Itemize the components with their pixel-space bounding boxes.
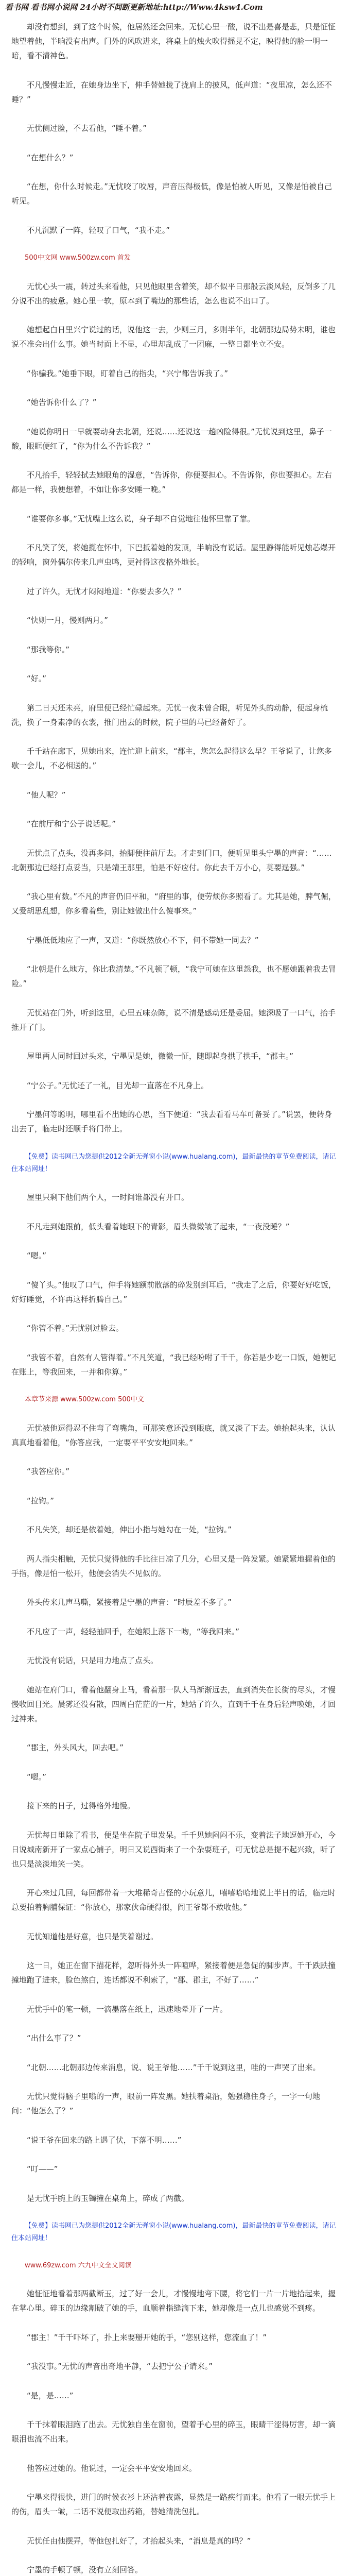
story-paragraph: 无忧心头一震，转过头来看他，只见他眼里含着笑，却不似平日那般云淡风轻，反倒多了几分说不出的疲惫。她心里一软，原本到了嘴边的那些话，怎么也说不出口了。 xyxy=(11,281,336,306)
story-paragraph: “嗯。” xyxy=(27,1251,47,1260)
story-paragraph: 却没有想到，到了这个时候，他居然还会回来。无忧心里一酸，说不出是喜是悲，只是怔怔地望着他，半晌没有出声。门外的风吹进来，将桌上的烛火吹得摇晃不定，映得他的脸一明一暗，看不清神色。 xyxy=(11,22,336,60)
story-paragraph: 她站在府门口，看着他翻身上马，看着那一队人马渐渐远去，直到消失在长街的尽头，才慢慢收回目光。晨雾还没有散，四周白茫茫的一片，她站了许久，直到千千在身后轻声唤她，才回过神来。 xyxy=(11,1685,336,1723)
story-paragraph: 无忧知道他是好意，也只是笑着谢过。 xyxy=(27,1931,159,1941)
story-paragraph: 接下来的日子，过得格外地慢。 xyxy=(27,1801,135,1810)
story-paragraph: 不凡沉默了一阵，轻叹了口气，“我不走。” xyxy=(27,225,170,235)
story-paragraph: 他答应过她的。他说过，一定会平平安安地回来。 xyxy=(27,2463,197,2473)
story-paragraph: “郡主，外头风大，回去吧。” xyxy=(27,1743,124,1752)
story-paragraph: “拉钩。” xyxy=(27,1496,55,1505)
ad-link[interactable]: 【免费】读书网已为您提供2012全新无弹窗小说(www.hualang.com)，最新最快的章节免费阅读，请记住本站网址！ xyxy=(11,2222,336,2242)
story-paragraph: 是无忧手腕上的玉镯撞在桌角上，碎成了两截。 xyxy=(27,2193,189,2203)
story-paragraph: 无忧点了点头，没再多问，抬脚便往前厅去。才走到门口，便听见里头宁墨的声音：“……北朝那边已经打点妥当，只是靖王那里，怕是不好应付。你此去千万小心，莫要逞强。” xyxy=(11,848,332,872)
story-paragraph: “我答应你。” xyxy=(27,1467,70,1476)
story-paragraph: 无忧每日里除了看书，便是坐在院子里发呆。千千见她闷闷不乐，变着法子地逗她开心，今日说城南新开了一家点心铺子，明日又说西街来了一个杂耍班子，可无忧总是提不起兴致，听了也只是淡淡地笑一笑。 xyxy=(11,1830,336,1869)
story-paragraph: “北朝……北朝那边传来消息，说、说王爷他……”千千说到这里，哇的一声哭了出来。 xyxy=(27,2062,321,2072)
story-paragraph: 宁墨低低地应了一声，又道：“你既然放心不下，何不带她一同去？” xyxy=(27,935,259,945)
story-paragraph: “北朝是什么地方，你比我清楚。”不凡顿了顿，“我宁可她在这里怨我，也不愿她跟着我去冒险。” xyxy=(11,964,336,988)
story-paragraph: “出什么事了？” xyxy=(27,2033,81,2043)
story-paragraph: 第二日天还未亮，府里便已经忙碌起来。无忧一夜未曾合眼，听见外头的动静，便起身梳洗，换了一身素净的衣裳，推门出去的时候，院子里的马已经备好了。 xyxy=(11,703,328,727)
story-paragraph: 过了许久，无忧才闷闷地道：“你要去多久？” xyxy=(27,586,182,596)
ad-link[interactable]: www.69zw.com 六九中文全文阅读 xyxy=(25,2261,132,2269)
story-paragraph: “我没事。”无忧的声音出奇地平静，“去把宁公子请来。” xyxy=(27,2362,213,2371)
story-paragraph: “我管不着，自然有人管得着。”不凡笑道，“我已经吩咐了千千，你若是少吃一口饭，她便记在账上，等我回来，一并和你算。” xyxy=(11,1352,336,1377)
story-paragraph: “她说你明日一早就要动身去北朝，还说……还说这一趟凶险得很。”无忧说到这里，鼻子一酸，眼眶便红了，“你为什么不告诉我？” xyxy=(11,427,332,451)
story-paragraph: “我心里有数。”不凡的声音仍旧平和，“府里的事，便劳烦你多照看了。尤其是她，脾气倔，又爱胡思乱想，你多看着些，别让她做出什么傻事来。” xyxy=(11,892,336,916)
story-paragraph: 无忧侧过脸，不去看他，“睡不着。” xyxy=(27,124,147,133)
story-paragraph: “在想什么？” xyxy=(27,152,74,162)
story-paragraph: “快则一月，慢则两月。” xyxy=(27,616,109,625)
story-paragraph: 不凡笑了笑，将她揽在怀中，下巴抵着她的发顶，半晌没有说话。屋里静得能听见烛芯爆开的轻响，窗外偶尔传来几声虫鸣，更衬得这夜格外地长。 xyxy=(11,543,336,567)
chapter-body xyxy=(0,14,350,2576)
story-paragraph: “她告诉你什么了？” xyxy=(27,398,97,407)
story-paragraph: “你骗我。”她垂下眼，盯着自己的指尖，“兴宁都告诉我了。” xyxy=(27,368,229,378)
story-paragraph: 她怔怔地看着那两截断玉，过了好一会儿，才慢慢地弯下腰，将它们一片一片地拾起来，握在掌心里。碎玉的边缘割破了她的手，血顺着指缝滴下来，她却像是一点儿也感觉不到疼。 xyxy=(11,2289,336,2313)
story-paragraph: 无忧手中的笔一顿，一滴墨落在纸上，迅速地晕开了一片。 xyxy=(27,2004,228,2014)
story-paragraph: “谁要你多事。”无忧嘴上这么说，身子却不自觉地往他怀里靠了靠。 xyxy=(27,514,255,523)
story-paragraph: “你管不着。”无忧别过脸去。 xyxy=(27,1324,124,1333)
ad-link[interactable]: 500中文网 www.500zw.com 首发 xyxy=(25,254,131,262)
story-paragraph: 这一日，她正在窗下描花样，忽听得外头一阵喧哗，紧接着便是急促的脚步声。千千跌跌撞撞地跑了进来，脸色煞白，连话都说不利索了，“郡、郡主，不好了……” xyxy=(11,1961,336,1985)
story-paragraph: 不凡失笑，却还是依着她，伸出小指与她勾在一处，“拉钩。” xyxy=(27,1525,232,1534)
story-paragraph: 不凡抬手，轻轻拭去她眼角的湿意，“告诉你，你便要担心。不告诉你，你也要担心。左右都是一样，我便想着，不如让你多安睡一晚。” xyxy=(11,470,332,494)
story-paragraph: 不凡慢慢走近，在她身边坐下，伸手替她拢了拢肩上的披风，低声道：“夜里凉，怎么还不睡？” xyxy=(11,80,332,104)
story-paragraph: 外头传来几声马嘶，紧接着是宁墨的声音：“时辰差不多了。” xyxy=(27,1598,232,1607)
story-paragraph: 无忧只觉得脑子里嗡的一声，眼前一阵发黑。她扶着桌沿，勉强稳住身子，一字一句地问：“他怎么了？” xyxy=(11,2092,321,2115)
story-paragraph: 无忧任由他摆弄，等他包扎好了，才抬起头来，“消息是真的吗？” xyxy=(27,2536,251,2546)
story-paragraph: 屋里只剩下他们两个人，一时间谁都没有开口。 xyxy=(27,1193,189,1202)
story-paragraph: 不凡走到她跟前，低头看着她眼下的青影，眉头微微皱了起来，“一夜没睡？” xyxy=(27,1222,290,1231)
story-paragraph: 屋里两人同时回过头来，宁墨见是她，微微一怔，随即起身拱了拱手，“郡主。” xyxy=(27,1052,294,1061)
story-paragraph: “在前厅和宁公子说话呢。” xyxy=(27,819,116,828)
story-paragraph: “叮——” xyxy=(27,2164,58,2174)
story-paragraph: “郡主！”千千吓坏了，扑上来要掰开她的手，“您别这样，您流血了！” xyxy=(27,2332,267,2342)
story-paragraph: 不凡应了一声，轻轻抽回手，在她额上落下一吻，“等我回来。” xyxy=(27,1626,240,1636)
story-paragraph: 开心来过几回，每回都带着一大堆稀奇古怪的小玩意儿，嘻嘻哈哈地说上半日的话，临走时总要拍着胸脯保证：“你放心，那家伙命硬得很，阎王爷都不敢收他。” xyxy=(11,1888,336,1912)
story-paragraph: 千千抹着眼泪跑了出去。无忧独自坐在窗前，望着手心里的碎玉，眼睛干涩得厉害，却一滴眼泪也流不出来。 xyxy=(11,2420,336,2444)
site-banner-top[interactable]: 看书网 看书网小说网 24小时不间断更新地址:http://Www.4ksw4.Com xyxy=(5,3,263,12)
ad-link[interactable]: 本章节来源 www.500zw.com 500中文 xyxy=(25,1396,144,1403)
story-paragraph: 宁墨何等聪明，哪里看不出她的心思，当下便道：“我去看看马车可备妥了。”说罢，便转身出去了，临走时还顺手将门带上。 xyxy=(11,1110,332,1133)
story-paragraph: “那我等你。” xyxy=(27,645,70,654)
story-paragraph: 宁墨来得很快，进门的时候衣衫上还沾着夜露，显然是一路疾行而来。他看了一眼无忧手上的伤，眉头一皱，二话不说便取出药箱，替她清洗包扎。 xyxy=(11,2493,336,2516)
story-paragraph: 无忧站在门外，听到这里，心里五味杂陈，说不清是感动还是委屈。她深吸了一口气，抬手推开了门。 xyxy=(11,1008,336,1032)
story-paragraph: 两人指尖相触，无忧只觉得他的手比往日凉了几分，心里又是一阵发紧。她紧紧地握着他的手指，像是怕一松开，他便会消失不见似的。 xyxy=(11,1554,336,1578)
story-paragraph: “嗯。” xyxy=(27,1772,47,1782)
story-paragraph: “他人呢？” xyxy=(27,790,66,800)
story-paragraph: “傻丫头。”他叹了口气，伸手将她额前散落的碎发别到耳后，“我走了之后，你要好好吃饭，好好睡觉，不许再这样折腾自己。” xyxy=(11,1280,336,1304)
story-paragraph: 无忧被他逗得忍不住弯了弯嘴角，可那笑意还没到眼底，就又淡了下去。她抬起头来，认认真真地看着他，“你答应我，一定要平平安安地回来。” xyxy=(11,1423,336,1447)
story-paragraph: “好。” xyxy=(27,674,47,683)
story-paragraph: 无忧没有说话，只是用力地点了点头。 xyxy=(27,1656,159,1665)
story-paragraph: “在想，你什么时候走。”无忧咬了咬唇，声音压得极低，像是怕被人听见，又像是怕被自己听见。 xyxy=(11,182,332,206)
story-paragraph: “是，是……” xyxy=(27,2391,74,2400)
story-paragraph: “宁公子。”无忧还了一礼，目光却一直落在不凡身上。 xyxy=(27,1080,209,1090)
story-paragraph: 宁墨的手顿了顿，没有立刻回答。 xyxy=(27,2565,143,2574)
ad-link[interactable]: 【免费】读书网已为您提供2012全新无弹窗小说(www.hualang.com)，最新最快的章节免费阅读，请记住本站网址！ xyxy=(11,1153,336,1173)
story-paragraph: 她想起白日里兴宁说过的话，说他这一去，少则三月，多则半年，北朝那边局势未明，谁也说不准会出什么事。她当时面上不显，心里却乱成了一团麻，一整日都坐立不安。 xyxy=(11,325,336,349)
story-paragraph: 千千站在廊下，见她出来，连忙迎上前来，“郡主，您怎么起得这么早？王爷说了，让您多歇一会儿，不必相送的。” xyxy=(11,747,332,770)
story-paragraph: “说王爷在回来的路上遇了伏，下落不明……” xyxy=(27,2135,182,2145)
